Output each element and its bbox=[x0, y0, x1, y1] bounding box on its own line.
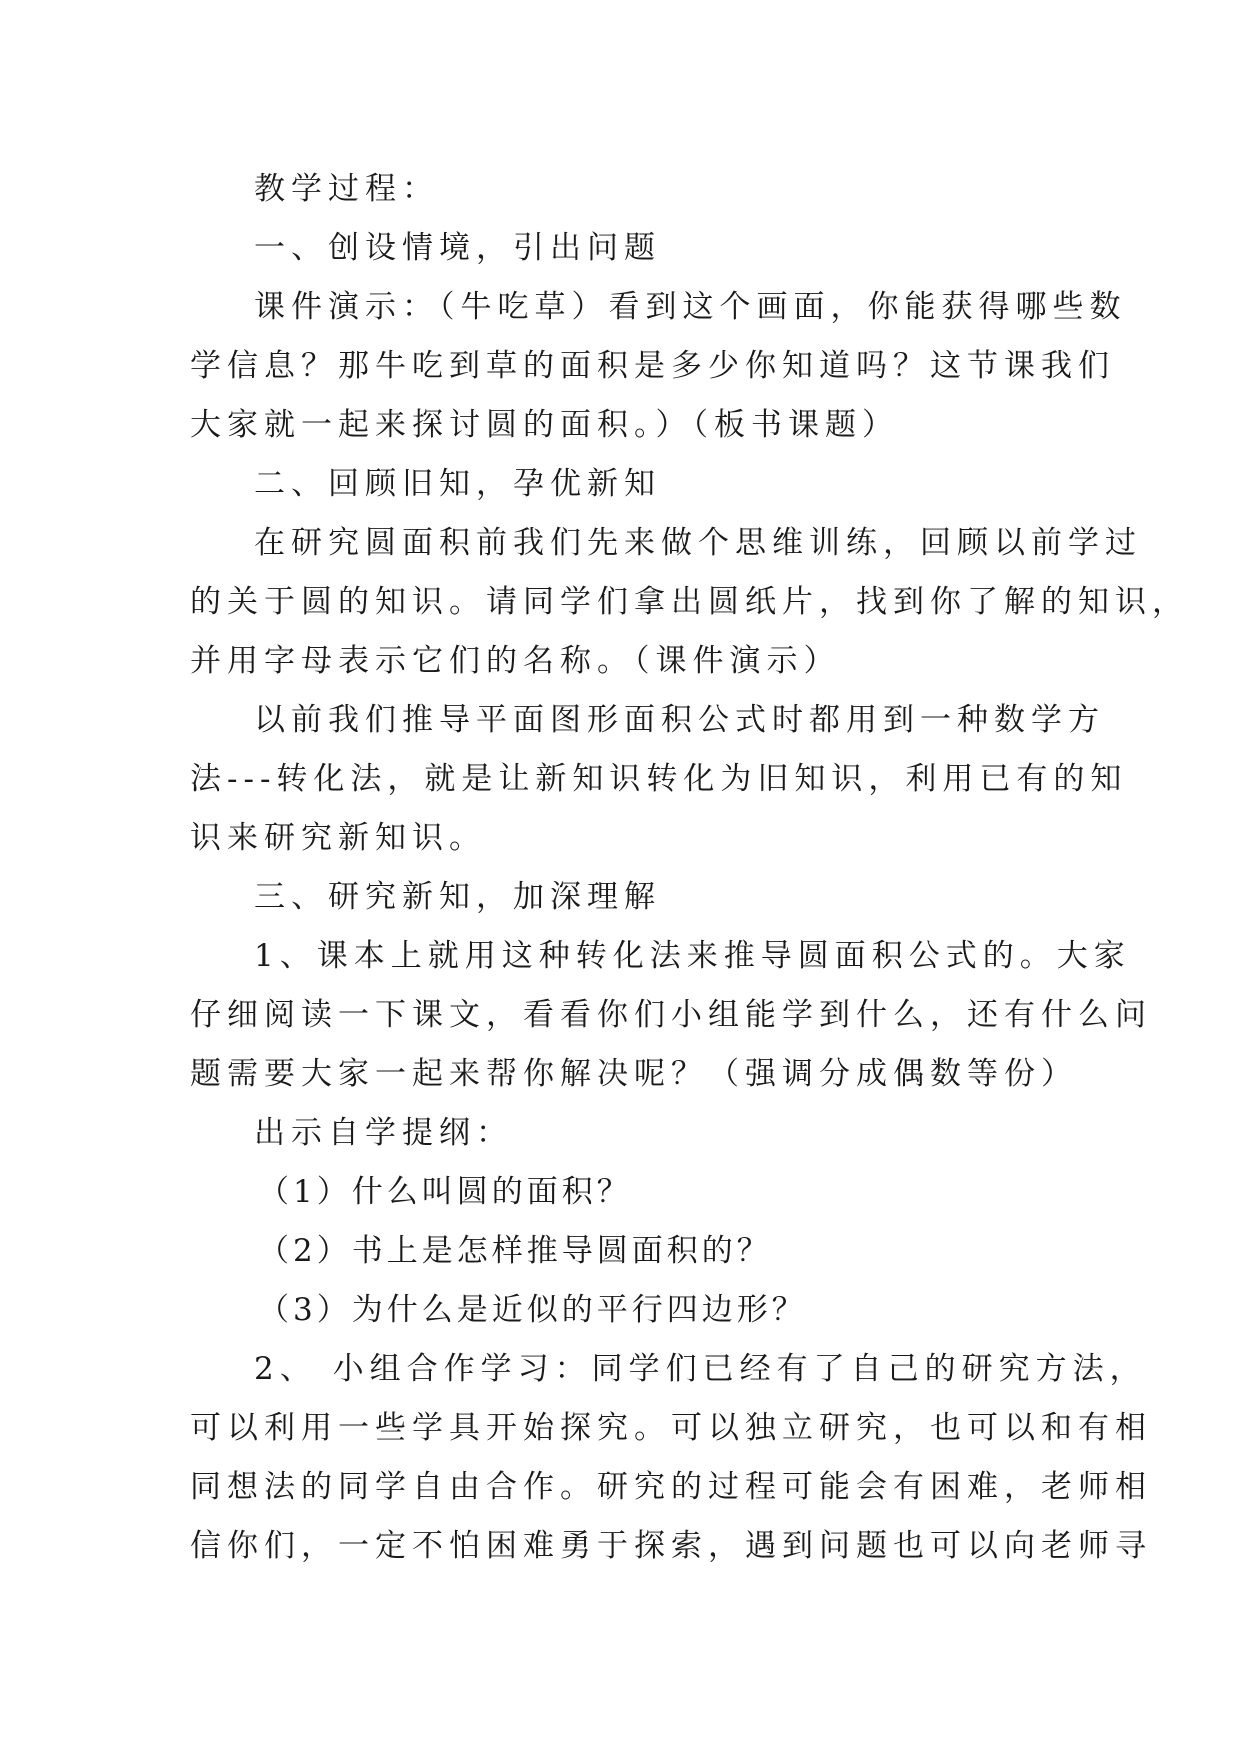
paragraph-line: 在研究圆面积前我们先来做个思维训练，回顾以前学过 bbox=[254, 525, 1142, 561]
paragraph-line: 2、 小组合作学习：同学们已经有了自己的研究方法， bbox=[254, 1351, 1147, 1387]
paragraph-line: 大家就一起来探讨圆的面积。）（板书课题） bbox=[190, 407, 899, 443]
paragraph-line: 学信息？那牛吃到草的面积是多少你知道吗？这节课我们 bbox=[190, 348, 1115, 384]
paragraph-line: 法---转化法，就是让新知识转化为旧知识，利用已有的知 bbox=[190, 761, 1128, 797]
section-heading-2: 二、回顾旧知，孕优新知 bbox=[254, 466, 661, 502]
paragraph-line: 课件演示：（牛吃草）看到这个画面，你能获得哪些数 bbox=[254, 289, 1127, 325]
section-heading-process: 教学过程： bbox=[254, 171, 439, 207]
paragraph-line: 仔细阅读一下课文，看看你们小组能学到什么，还有什么问 bbox=[190, 997, 1152, 1033]
outline-item: （3）为什么是近似的平行四边形？ bbox=[258, 1292, 807, 1328]
paragraph-line: 的关于圆的知识。请同学们拿出圆纸片，找到你了解的知识， bbox=[190, 584, 1189, 620]
paragraph-line: 信你们，一定不怕困难勇于探索，遇到问题也可以向老师寻 bbox=[190, 1528, 1152, 1564]
paragraph-line: 以前我们推导平面图形面积公式时都用到一种数学方 bbox=[254, 702, 1105, 738]
outline-item: （1）什么叫圆的面积？ bbox=[258, 1174, 632, 1210]
paragraph-line: 并用字母表示它们的名称。（课件演示） bbox=[190, 643, 841, 679]
section-heading-1: 一、创设情境，引出问题 bbox=[254, 230, 661, 266]
paragraph-line: 题需要大家一起来帮你解决呢？（强调分成偶数等份） bbox=[190, 1056, 1078, 1092]
section-heading-3: 三、研究新知，加深理解 bbox=[254, 879, 661, 915]
paragraph-line: 1、课本上就用这种转化法来推导圆面积公式的。大家 bbox=[254, 938, 1131, 974]
paragraph-line: 同想法的同学自由合作。研究的过程可能会有困难，老师相 bbox=[190, 1469, 1152, 1505]
paragraph-line: 识来研究新知识。 bbox=[190, 820, 486, 856]
outline-heading: 出示自学提纲： bbox=[254, 1115, 513, 1151]
document-page bbox=[190, 160, 1189, 1576]
outline-item: （2）书上是怎样推导圆面积的？ bbox=[258, 1233, 772, 1269]
paragraph-line: 可以利用一些学具开始探究。可以独立研究，也可以和有相 bbox=[190, 1410, 1152, 1446]
